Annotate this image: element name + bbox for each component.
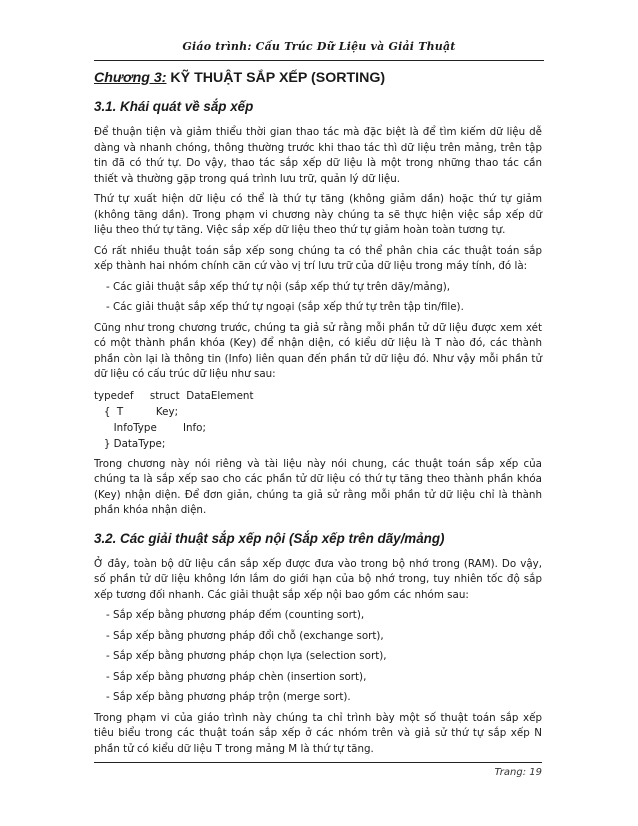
list-item: - Các giải thuật sắp xếp thứ tự ngoại (sắp xếp thứ tự trên tập tin/file). bbox=[106, 301, 464, 313]
header-divider bbox=[94, 60, 544, 61]
code-line: { T Key; bbox=[94, 405, 179, 418]
list-item: - Sắp xếp bằng phương pháp đếm (counting sort), bbox=[106, 609, 365, 621]
list-item: - Các giải thuật sắp xếp thứ tự nội (sắp xếp thứ tự trên dãy/mảng), bbox=[106, 280, 451, 293]
paragraph: Để thuận tiện và giảm thiểu thời gian thao tác mà đặc biệt là để tìm kiếm dữ liệu dễ dàng và nhanh chóng, thông thường trước khi thao tác thì dữ liệu trên mảng, trên tập tin đã có thứ tự. Do vậy, thao tác sắp xếp dữ liệu là một trong những thao tác cần thiết và thường gặp trong quá trình lưu trữ, quản lý dữ liệu. bbox=[94, 126, 542, 185]
list-item: - Sắp xếp bằng phương pháp chọn lựa (selection sort), bbox=[106, 650, 387, 662]
paragraph: Trong chương này nói riêng và tài liệu này nói chung, các thuật toán sắp xếp của chúng ta là sắp xếp sao cho các phần tử dữ liệu có thứ tự tăng theo thành phần khóa (Key) nhận diện. Để đơn giản, chúng ta giả sử rằng mỗi phần tử dữ liệu chỉ là thành phần khóa nhận diện. bbox=[94, 457, 542, 516]
list-item: - Sắp xếp bằng phương pháp chèn (insertion sort), bbox=[106, 670, 367, 683]
page-number: Trang: 19 bbox=[494, 767, 542, 778]
code-line: } DataType; bbox=[94, 437, 166, 450]
code-line: typedef struct DataElement bbox=[94, 389, 254, 402]
code-block bbox=[94, 388, 542, 452]
chapter-title bbox=[94, 70, 542, 86]
section-heading-3-2: 3.2. Các giải thuật sắp xếp nội (Sắp xếp trên dãy/mảng) bbox=[94, 530, 445, 546]
code-line: InfoType Info; bbox=[94, 421, 206, 434]
list-item: - Sắp xếp bằng phương pháp trộn (merge sort). bbox=[106, 691, 351, 703]
paragraph: Cũng như trong chương trước, chúng ta giả sử rằng mỗi phần tử dữ liệu được xem xét có một thành phần khóa (Key) để nhận diện, có kiểu dữ liệu là T nào đó, các thành phần còn lại là thông tin (Info) liên quan đến phần tử dữ liệu đó. Như vậy mỗi phần tử dữ liệu có cấu trúc dữ liệu như sau: bbox=[94, 321, 542, 380]
paragraph: Trong phạm vi của giáo trình này chúng ta chỉ trình bày một số thuật toán sắp xếp tiêu biểu trong các thuật toán sắp xếp ở các nhóm trên và giả sử thứ tự sắp xếp N phần tử có kiểu dữ liệu T trong mảng M là thứ tự tăng. bbox=[94, 711, 542, 755]
list-item: - Sắp xếp bằng phương pháp đổi chỗ (exchange sort), bbox=[106, 629, 384, 642]
chapter-heading: KỸ THUẬT SẮP XẾP (SORTING) bbox=[170, 70, 386, 86]
chapter-number: Chương 3: bbox=[94, 70, 167, 86]
paragraph: Có rất nhiều thuật toán sắp xếp song chúng ta có thể phân chia các thuật toán sắp xếp thành hai nhóm chính căn cứ vào vị trí lưu trữ của dữ liệu trong máy tính, đó là: bbox=[94, 244, 542, 272]
section-heading-3-1: 3.1. Khái quát về sắp xếp bbox=[94, 99, 254, 114]
page-content bbox=[94, 70, 542, 762]
footer-divider bbox=[94, 762, 542, 763]
paragraph: Thứ tự xuất hiện dữ liệu có thể là thứ tự tăng (không giảm dần) hoặc thứ tự giảm (không tăng dần). Trong phạm vi chương này chúng ta sẽ thực hiện việc sắp xếp dữ liệu theo thứ tự tăng. Việc sắp xếp dữ liệu theo thứ tự giảm hoàn toàn tương tự. bbox=[94, 193, 542, 236]
paragraph: Ở đây, toàn bộ dữ liệu cần sắp xếp được đưa vào trong bộ nhớ trong (RAM). Do vậy, số phần tử dữ liệu không lớn lắm do giới hạn của bộ nhớ trong, tuy nhiên tốc độ sắp xếp tương đối nhanh. Các giải thuật sắp xếp nội bao gồm các nhóm sau: bbox=[94, 557, 542, 601]
running-header: Giáo trình: Cấu Trúc Dữ Liệu và Giải Thuật bbox=[182, 40, 456, 53]
